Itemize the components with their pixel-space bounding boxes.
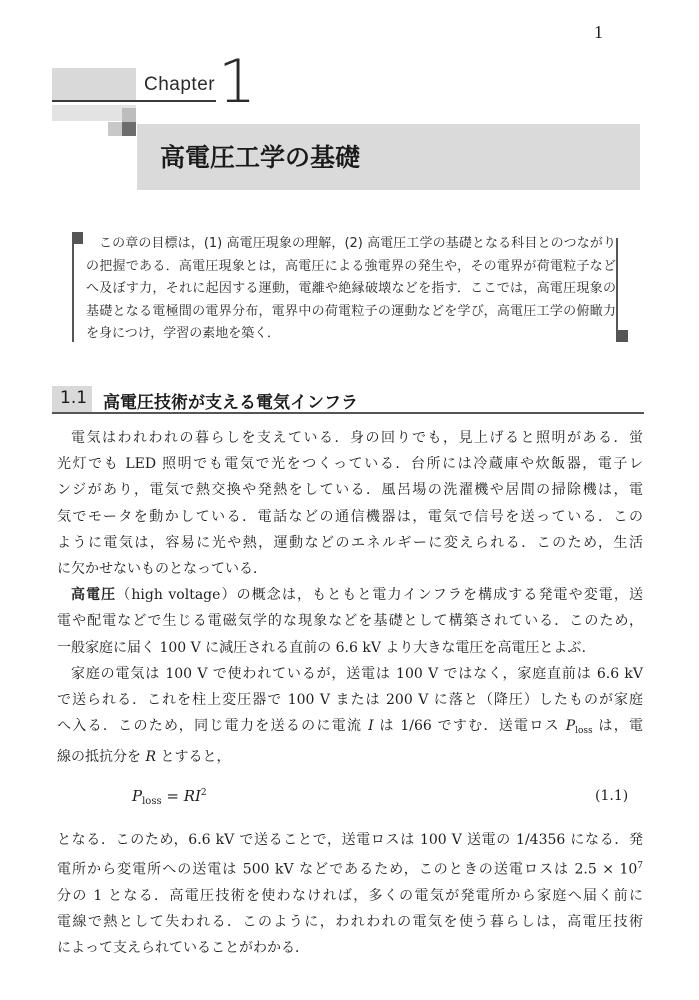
text-line <box>57 713 643 744</box>
math-var: RI <box>183 787 201 805</box>
math-subscript: loss <box>575 726 593 737</box>
body-text-block <box>57 827 643 962</box>
math-var: R <box>145 749 156 766</box>
section-number: 1.1 <box>60 388 88 408</box>
text-line: 分の 1 となる．高電圧技術を使わなければ，多くの電気が発電所から家庭へ届く前に <box>57 888 643 905</box>
chapter-underline <box>52 100 216 102</box>
chapter-title: 高電圧工学の基礎 <box>160 143 361 172</box>
math-operator: = <box>161 787 184 805</box>
text-line: ように電気は，容易に光や熱，運動などのエネルギーに変えられる．このため，生活 <box>57 534 643 551</box>
chapter-number: 1 <box>218 47 257 117</box>
body-text-block <box>57 425 643 771</box>
text-line <box>57 582 643 608</box>
abstract-corner-square <box>72 232 83 244</box>
decorative-square <box>122 122 136 136</box>
text-run: は，電 <box>598 718 643 735</box>
text-run: とすると， <box>160 749 231 766</box>
math-var: P <box>565 718 576 735</box>
equation-number: (1.1) <box>595 788 629 804</box>
section-title: 高電圧技術が支える電気インフラ <box>103 393 358 413</box>
chapter-header-bar <box>52 68 136 102</box>
math-superscript: 2 <box>200 788 207 798</box>
text-line: で送られる．これを柱上変圧器で 100 V または 200 V に落と（降圧）したものが家庭 <box>57 692 643 709</box>
text-line: 家庭の電気は 100 V で使われているが，送電は 100 V ではなく，家庭直前は 6.6 kV <box>71 665 643 682</box>
equation <box>132 787 207 807</box>
math-superscript: 7 <box>637 861 643 872</box>
decorative-square <box>122 108 136 122</box>
text-line: 電線で熱として失われる．このように，われわれの電気を使う暮らしは，高電圧技術 <box>57 914 643 931</box>
text-run: は 1/66 ですむ．送電ロス <box>379 718 560 735</box>
abstract-corner-square <box>616 330 628 342</box>
text-line: に欠かせないものとなっている． <box>57 561 267 578</box>
text-line: 一般家庭に届く 100 V に減圧される直前の 6.6 kV より大きな電圧を高電圧とよぶ． <box>57 639 596 656</box>
text-line <box>57 853 643 883</box>
text-run: へ入る．このため，同じ電力を送るのに電流 <box>57 718 363 735</box>
text-line: 気でモータを動かしている．電話などの通信機器は，電気で信号を送っている．この <box>57 508 643 525</box>
page-number: 1 <box>594 22 603 42</box>
text-line: によって支えられていることがわかる． <box>57 940 309 957</box>
text-line: ンジがあり，電気で熱交換や発熱をしている．風呂場の洗濯機や居間の掃除機は，電 <box>57 482 643 499</box>
text-line: となる．このため，6.6 kV で送ることで，送電ロスは 100 V 送電の 1/4356 になる．発 <box>57 832 643 848</box>
text-line: 電や配電などで生じる電磁気学的な現象などを基礎として構築されている．このため， <box>57 613 643 630</box>
text-run: 線の抵抗分を <box>57 749 141 766</box>
text-run: 電所から変電所への送電は 500 kV などであるため，このときの送電ロスは 2.5 × 10 <box>57 861 638 878</box>
text-line: 光灯でも LED 照明でも電気で光をつくっている．台所には冷蔵庫や炊飯器，電子レ <box>57 456 643 473</box>
key-term: 高電圧 <box>71 587 117 604</box>
math-subscript: loss <box>142 796 162 807</box>
text-line <box>57 744 643 770</box>
chapter-label: Chapter <box>144 74 216 95</box>
text-line: 電気はわれわれの暮らしを支えている．身の回りでも，見上げると照明がある．蛍 <box>71 430 643 446</box>
math-var: P <box>132 787 143 805</box>
chapter-abstract: この章の目標は，(1) 高電圧現象の理解，(2) 高電圧工学の基礎となる科目とのつながりの把握である．高電圧現象とは，高電圧による強電界の発生や，その電界が荷電粒子などへ及ぼす力，それに起因する運動，電離や絶縁破壊などを指す．ここでは，高電圧現象の基礎となる電極間の電界分布，電界中の荷電粒子の運動などを学び，高電圧工学の俯瞰力を身につけ，学習の素地を築く． <box>86 236 616 341</box>
text-run: （high voltage）の概念は，もともと電力インフラを構成する発電や変電，送 <box>116 587 643 604</box>
decorative-square <box>108 122 122 136</box>
abstract-bracket-right <box>616 238 618 342</box>
math-var: I <box>368 718 374 735</box>
